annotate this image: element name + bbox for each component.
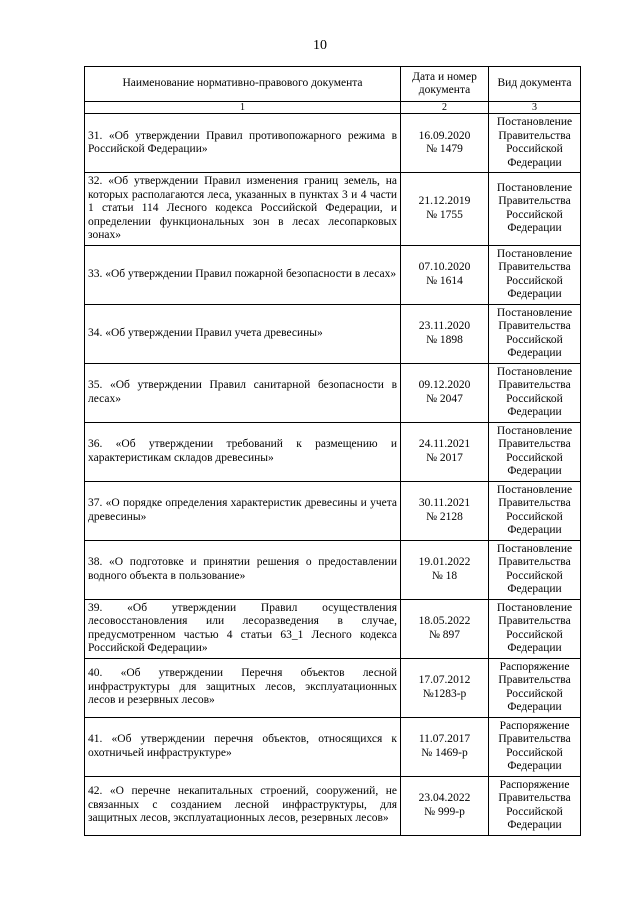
table-header-row [85, 67, 581, 102]
document-date: 17.07.2012 [418, 674, 471, 686]
table-row [85, 481, 581, 540]
document-number: № 2128 [426, 510, 463, 523]
table-row [85, 245, 581, 304]
document-date: 21.12.2019 [418, 195, 471, 208]
document-date: 07.10.2020 [418, 261, 471, 273]
header-name: Наименование нормативно-правового документа [85, 67, 401, 102]
table-row [85, 114, 581, 173]
document-date-number [401, 717, 489, 776]
document-number: № 1898 [426, 333, 463, 346]
document-kind: Постановление Правительства Российской Федерации [489, 304, 581, 363]
table-row [85, 658, 581, 717]
document-number: № 1755 [426, 208, 463, 221]
document-number: № 897 [428, 628, 461, 641]
document-name: 40. «Об утверждении Перечня объектов лесной инфраструктуры для защитных лесов, эксплуатационных лесов и резервных лесов» [85, 658, 401, 717]
document-number: № 1479 [426, 143, 463, 155]
page-number: 10 [313, 38, 327, 53]
document-date-number [401, 173, 489, 246]
document-kind: Постановление Правительства Российской Федерации [489, 114, 581, 173]
document-date: 09.12.2020 [418, 379, 471, 391]
table-row [85, 599, 581, 658]
document-date-number [401, 481, 489, 540]
document-name: 37. «О порядке определения характеристик древесины и учета древесины» [85, 481, 401, 540]
regulations-table [84, 66, 581, 836]
table-row [85, 540, 581, 599]
document-name: 36. «Об утверждении требований к размещению и характеристикам складов древесины» [85, 422, 401, 481]
table-body [85, 114, 581, 836]
document-name: 39. «Об утверждении Правил осуществления лесовосстановления или лесоразведения в случае, предусмотренном частью 4 статьи 63_1 Лесного кодекса Российской Федерации» [85, 599, 401, 658]
document-number: № 18 [431, 569, 458, 582]
document-number: № 1614 [426, 274, 463, 287]
document-kind: Постановление Правительства Российской Федерации [489, 599, 581, 658]
document-date-number [401, 776, 489, 835]
column-number: 2 [401, 102, 489, 114]
header-kind: Вид документа [489, 67, 581, 102]
document-name: 35. «Об утверждении Правил санитарной безопасности в лесах» [85, 363, 401, 422]
document-date-number [401, 599, 489, 658]
document-kind: Постановление Правительства Российской Федерации [489, 422, 581, 481]
document-kind: Распоряжение Правительства Российской Федерации [489, 776, 581, 835]
document-date: 23.04.2022 [418, 792, 471, 804]
column-number: 3 [489, 102, 581, 114]
document-date: 19.01.2022 [418, 556, 471, 568]
document-kind: Постановление Правительства Российской Федерации [489, 173, 581, 246]
table-row [85, 422, 581, 481]
column-number-row [85, 102, 581, 114]
document-date-number [401, 114, 489, 173]
document-number: № 1469-р [421, 746, 468, 759]
document-number: №1283-р [422, 687, 467, 700]
document-date-number [401, 422, 489, 481]
document-name: 38. «О подготовке и принятии решения о предоставлении водного объекта в пользование» [85, 540, 401, 599]
document-date-number [401, 658, 489, 717]
document-name: 32. «Об утверждении Правил изменения границ земель, на которых располагаются леса, указанных в пунктах 3 и 4 части 1 статьи 114 Лесного кодекса Российской Федерации, и определении функциональных зон в лесах лесопарковых зонах» [85, 173, 401, 246]
document-name: 31. «Об утверждении Правил противопожарного режима в Российской Федерации» [85, 114, 401, 173]
header-date: Дата и номер документа [401, 67, 489, 102]
document-date: 24.11.2021 [418, 438, 471, 450]
document-date-number [401, 304, 489, 363]
table-row [85, 173, 581, 246]
document-date: 11.07.2017 [418, 733, 471, 745]
document-date-number [401, 363, 489, 422]
document-date: 30.11.2021 [418, 497, 471, 509]
document-date-number [401, 540, 489, 599]
document-number: № 2047 [426, 392, 463, 405]
document-date: 16.09.2020 [418, 129, 471, 142]
table-row [85, 776, 581, 835]
document-number: № 999-р [424, 805, 465, 818]
table-row [85, 304, 581, 363]
table-row [85, 363, 581, 422]
document-kind: Распоряжение Правительства Российской Федерации [489, 717, 581, 776]
document-date: 23.11.2020 [418, 320, 471, 332]
document-number: № 2017 [426, 451, 463, 464]
document-name: 34. «Об утверждении Правил учета древесины» [85, 304, 401, 363]
column-number: 1 [85, 102, 401, 114]
document-kind: Распоряжение Правительства Российской Федерации [489, 658, 581, 717]
document-date-number [401, 245, 489, 304]
document-name: 42. «О перечне некапитальных строений, сооружений, не связанных с созданием лесной инфраструктуры, для защитных лесов, эксплуатационных лесов, резервных лесов» [85, 776, 401, 835]
document-name: 41. «Об утверждении перечня объектов, относящихся к охотничьей инфраструктуре» [85, 717, 401, 776]
document-date: 18.05.2022 [418, 615, 471, 627]
document-kind: Постановление Правительства Российской Федерации [489, 540, 581, 599]
document-name: 33. «Об утверждении Правил пожарной безопасности в лесах» [85, 245, 401, 304]
table-row [85, 717, 581, 776]
document-kind: Постановление Правительства Российской Федерации [489, 481, 581, 540]
document-kind: Постановление Правительства Российской Федерации [489, 245, 581, 304]
document-kind: Постановление Правительства Российской Федерации [489, 363, 581, 422]
